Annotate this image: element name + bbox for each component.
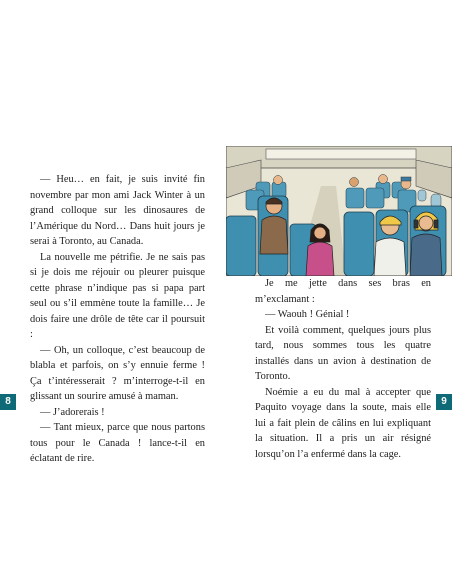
paragraph: — Oh, un colloque, c’est beaucoup de blabla et parfois, on s’y ennuie ferme ! Ça t’intéresserait ? m’interroge-t-il en glissant un sourire amusé à maman. — [30, 344, 205, 402]
paragraph: — J’adorerais ! — [40, 406, 105, 418]
paragraph: Et voilà comment, quelques jours plus tard, nous sommes tous les quatre installés dans un avion à destination de Toronto. — [255, 324, 431, 382]
page-number-right: 9 — [436, 394, 452, 410]
paragraph: Je me jette dans ses bras en m’exclamant : — [255, 278, 431, 305]
paragraph: — Tant mieux, parce que nous partons tous pour le Canada ! lance-t-il en éclatant de rire. — [30, 422, 205, 464]
paragraph: — Heu… en fait, je suis invité fin novembre par mon ami Jack Winter à un grand colloque sur les dinosaures de l’Amérique du Nord… Dans huit jours je serai à Toronto, au Canada. — [30, 174, 205, 247]
paragraph: La nouvelle me pétrifie. Je ne sais pas si je dois me réjouir ou pleurer puisque cette phrase n’indique pas si papa part seul ou s’il emmène toute la famille… Je dois faire une drôle de tête car il poursuit : — [30, 251, 205, 340]
left-page-text — [30, 172, 205, 467]
paragraph: Noémie a eu du mal à accepter que Paquito voyage dans la soute, mais elle lui a fait plein de câlins en lui expliquant la situation. Il a pris un air résigné lorsqu’on l’a enfermé dans la cage. — [255, 386, 431, 460]
right-page — [226, 0, 452, 584]
paragraph: — Waouh ! Génial ! — [265, 309, 350, 320]
right-page-text — [255, 276, 431, 462]
airplane-cabin-illustration — [226, 146, 452, 276]
page-number-left: 8 — [0, 394, 16, 410]
